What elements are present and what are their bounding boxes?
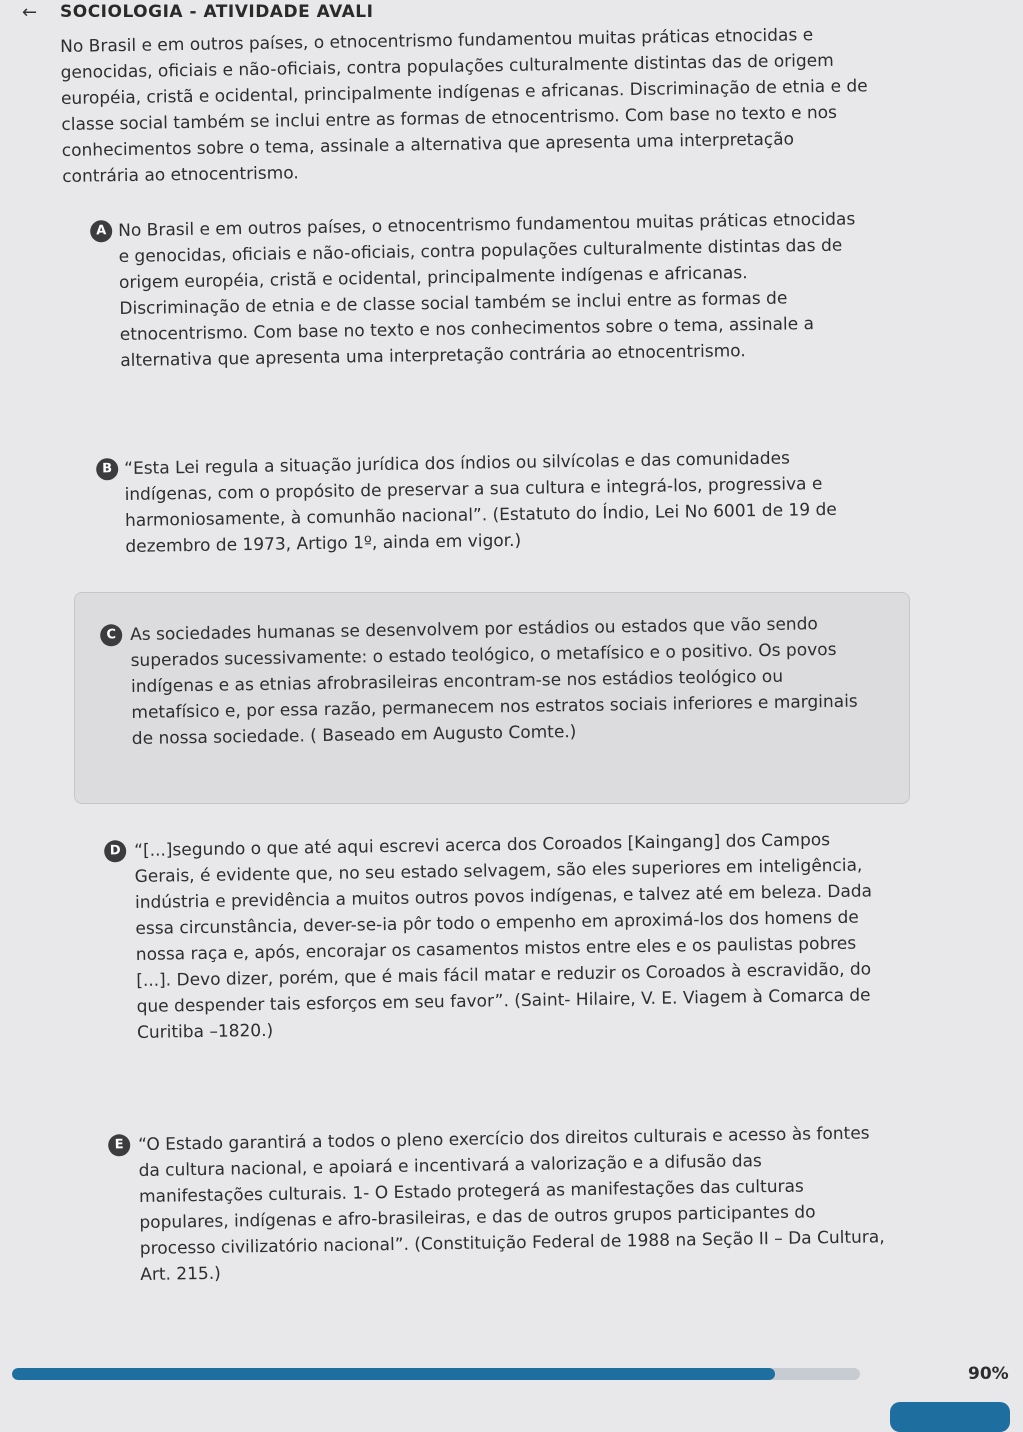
option-c-letter-badge: C <box>100 624 122 646</box>
option-e-letter-badge: E <box>108 1134 130 1156</box>
progress-bar-fill <box>12 1368 775 1380</box>
option-c[interactable] <box>106 610 872 752</box>
progress-percentage: 90% <box>968 1364 1009 1384</box>
page-title: SOCIOLOGIA - ATIVIDADE AVALI <box>60 2 374 22</box>
option-b-text: “Esta Lei regula a situação jurídica dos índios ou silvícolas e das comunidades indígenas, com o propósito de preservar a sua cultura e integrá-los, progressiva e harmoniosamente, à comunhão nacional”. (Estatuto do Índio, Lei No 6001 de 19 de dezembro de 1973, Artigo 1º, ainda em vigor.) <box>124 448 837 557</box>
option-e[interactable] <box>114 1120 885 1288</box>
option-d[interactable] <box>109 826 882 1046</box>
option-c-text: As sociedades humanas se desenvolvem por estádios ou estados que vão sendo superados sucessivamente: o estado teológico, o metafísico e o positivo. Os povos indígenas e as etnias afrobrasileiras encontram-se nos estádios teológico ou metafísico e, por essa razão, permanecem nos estratos sociais inferiores e marginais de nossa sociedade. ( Baseado em Augusto Comte.) <box>130 614 858 749</box>
option-d-text: “[...]segundo o que até aqui escrevi acerca dos Coroados [Kaingang] dos Campos Gerais, é evidente que, no seu estado selvagem, são eles superiores em inteligência, indústria e previdência a muitos outros povos indígenas, e talvez até em beleza. Dada essa circunstância, dever-se-ia pôr todo o empenho em aproximá-los dos homens de nossa raça e, após, encorajar os casamentos mistos entre eles e os paulistas pobres [...]. Devo dizer, porém, que é mais fácil matar e reduzir os Coroados à escravidão, do que despender tais esforços em seu favor”. (Saint- Hilaire, V. E. Viagem à Comarca de Curitiba –1820.) <box>134 830 873 1043</box>
option-b[interactable] <box>102 444 871 560</box>
option-e-text: “O Estado garantirá a todos o pleno exercício dos direitos culturais e acesso às fontes da cultura nacional, e apoiará e incentivará a valorização e a difusão das manifestações culturais. 1- O Estado protegerá as manifestações das culturas populares, indígenas e afro-brasileiras, e das de outros grupos participantes do processo civilizatório nacional”. (Constituição Federal de 1988 na Seção II – Da Cultura, Art. 215.) <box>138 1123 885 1285</box>
back-arrow-icon[interactable]: ← <box>22 2 38 23</box>
question-text: No Brasil e em outros países, o etnocentrismo fundamentou muitas práticas etnocidas e genocidas, oficiais e não-oficiais, contra populações culturalmente distintas das de origem européia, cristã e ocidental, principalmente indígenas e africanas. Discriminação de etnia e de classe social também se inclui entre as formas de etnocentrismo. Com base no texto e nos conhecimentos sobre o tema, assinale a alternativa que apresenta uma interpretação contrária ao etnocentrismo. <box>60 25 868 187</box>
option-a-letter-badge: A <box>90 220 112 242</box>
option-a[interactable] <box>96 206 870 374</box>
option-a-text: No Brasil e em outros países, o etnocentrismo fundamentou muitas práticas etnocidas e genocidas, oficiais e não-oficiais, contra populações culturalmente distintas das de origem européia, cristã e ocidental, principalmente indígenas e africanas. Discriminação de etnia e de classe social também se inclui entre as formas de etnocentrismo. Com base no texto e nos conhecimentos sobre o tema, assinale a alternativa que apresenta uma interpretação contrária ao etnocentrismo. <box>118 209 856 371</box>
next-button[interactable] <box>890 1402 1010 1432</box>
progress-bar <box>12 1368 860 1380</box>
option-b-letter-badge: B <box>96 458 118 480</box>
option-d-letter-badge: D <box>104 840 126 862</box>
